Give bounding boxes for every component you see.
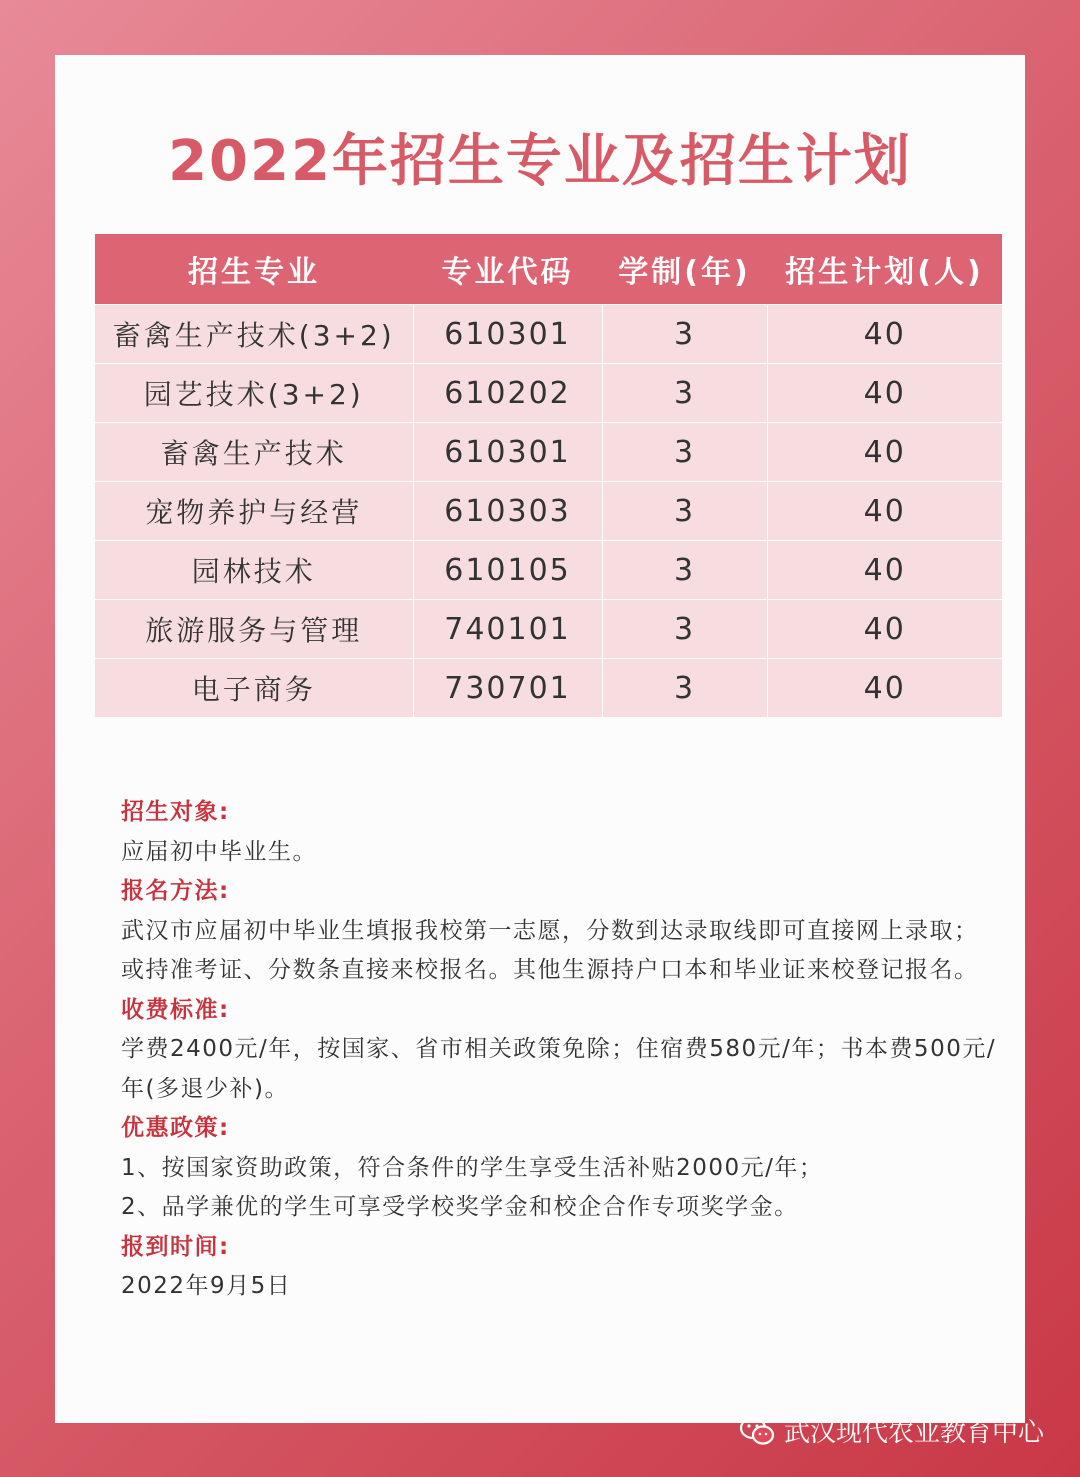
policy-item-1: 1、按国家资助政策，符合条件的学生享受生活补贴2000元/年； [121,1154,824,1181]
table-row [95,364,1002,423]
cell-code: 610301 [413,305,602,364]
date-label: 报到时间: [121,1233,230,1260]
cell-quota: 40 [767,423,1002,482]
cell-code: 610202 [413,364,602,423]
table-row [95,482,1002,541]
cell-code: 610303 [413,482,602,541]
poster-card [55,55,1025,1423]
cell-major: 电子商务 [95,659,413,718]
cell-major: 宠物养护与经营 [95,482,413,541]
fee-label: 收费标准: [121,996,230,1023]
policy-item-2: 2、品学兼优的学生可享受学校奖学金和校企合作专项奖学金。 [121,1194,799,1220]
cell-code: 610301 [413,423,602,482]
apply-text: 武汉市应届初中毕业生填报我校第一志愿，分数到达录取线即可直接网上录取；或持准考证、分数条直接来校报名。其他生源持户口本和毕业证来校登记报名。 [121,917,979,983]
account-watermark [738,1412,1044,1449]
cell-duration: 3 [602,305,767,364]
policy-label: 优惠政策: [121,1115,230,1141]
apply-label: 报名方法: [121,878,230,904]
page-title: 2022年招生专业及招生计划 [168,129,912,194]
cell-duration: 3 [602,659,767,718]
account-name: 武汉现代农业教育中心 [783,1418,1044,1448]
cell-quota: 40 [767,600,1002,659]
table-row [95,423,1002,482]
date-text: 2022年9月5日 [121,1273,292,1299]
table-row [95,600,1002,659]
table-row [95,659,1002,718]
column-header-quota: 招生计划(人) [767,234,1002,305]
admission-info [121,793,1001,1307]
column-header-duration: 学制(年) [602,234,767,305]
cell-duration: 3 [602,423,767,482]
target-text: 应届初中毕业生。 [121,838,317,865]
column-header-major: 招生专业 [95,234,413,305]
cell-major: 畜禽生产技术 [95,423,413,482]
cell-duration: 3 [602,600,767,659]
table-row [95,541,1002,600]
cell-major: 园艺技术(3+2) [95,364,413,423]
cell-major: 旅游服务与管理 [95,600,413,659]
cell-duration: 3 [602,482,767,541]
cell-code: 740101 [413,600,602,659]
cell-quota: 40 [767,482,1002,541]
cell-duration: 3 [602,364,767,423]
cell-major: 畜禽生产技术(3+2) [95,305,413,364]
fee-text: 学费2400元/年，按国家、省市相关政策免除；住宿费580元/年；书本费500元/年(多退少补)。 [121,1036,997,1102]
enrollment-table [95,234,1002,717]
cell-quota: 40 [767,541,1002,600]
cell-quota: 40 [767,659,1002,718]
cell-quota: 40 [767,364,1002,423]
table-header-row [95,234,1002,305]
cell-major: 园林技术 [95,541,413,600]
cell-duration: 3 [602,541,767,600]
cell-code: 730701 [413,659,602,718]
cell-quota: 40 [767,305,1002,364]
wechat-icon [738,1416,778,1446]
target-label: 招生对象: [121,799,230,825]
cell-code: 610105 [413,541,602,600]
table-row [95,305,1002,364]
column-header-code: 专业代码 [413,234,602,305]
